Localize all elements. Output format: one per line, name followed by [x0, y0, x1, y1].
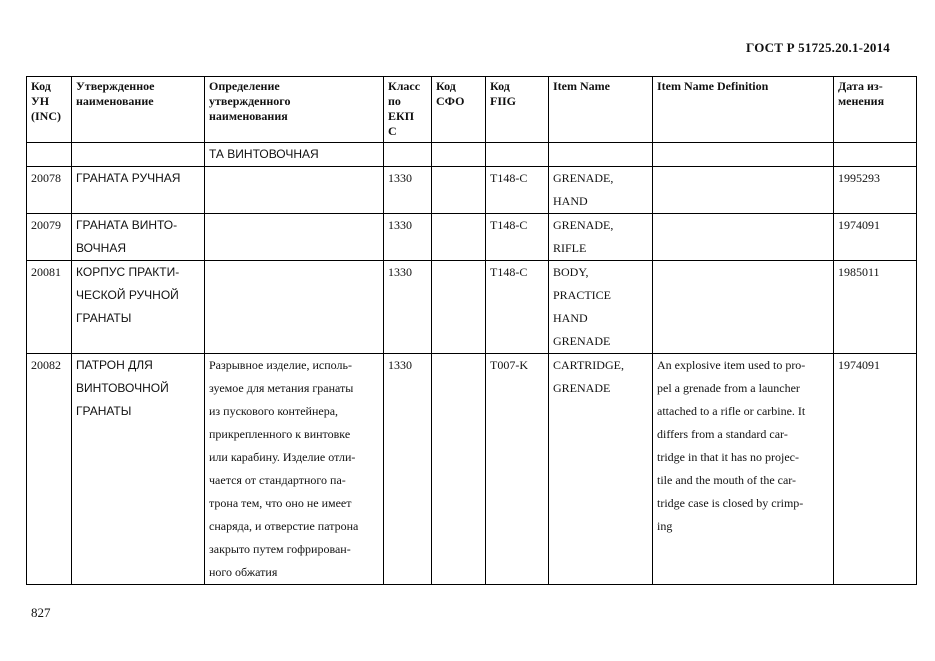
registry-table	[26, 76, 917, 585]
col-header-item-definition: Item Name Definition	[653, 77, 834, 143]
table-row	[27, 354, 917, 585]
cell-fiig: T148-C	[486, 214, 549, 261]
cell-class: 1330	[384, 214, 432, 261]
col-header-inc: Код УН (INC)	[27, 77, 72, 143]
col-header-approved-name: Утвержденное наименование	[72, 77, 205, 143]
cell-change-date: 1995293	[834, 167, 917, 214]
cell-definition	[205, 214, 384, 261]
cell-sfo	[432, 354, 486, 585]
cell-inc: 20082	[27, 354, 72, 585]
page-number: 827	[31, 605, 51, 620]
cell-change-date: 1985011	[834, 261, 917, 354]
cell-sfo	[432, 214, 486, 261]
col-header-fiig: Код FIIG	[486, 77, 549, 143]
cell-sfo	[432, 167, 486, 214]
cell-change-date: 1974091	[834, 214, 917, 261]
cell-definition: Разрывное изделие, исполь- зуемое для метания гранаты из пускового контейнера, прикрепленного к винтовке или карабину. Изделие отли- чается от стандартного па- трона тем, что оно не имеет снаряда, и отверстие патрона закрыто путем гофрирован- ного обжатия	[205, 354, 384, 585]
cell-item-definition	[653, 167, 834, 214]
cell-item-name: GRENADE, RIFLE	[549, 214, 653, 261]
table-row	[27, 167, 917, 214]
cell-fiig: T148-C	[486, 261, 549, 354]
cell-item-definition	[653, 261, 834, 354]
col-header-class: Класс по ЕКП С	[384, 77, 432, 143]
cell-fiig: T148-C	[486, 167, 549, 214]
cell-approved-name: ПАТРОН ДЛЯ ВИНТОВОЧНОЙ ГРАНАТЫ	[72, 354, 205, 585]
cell-definition	[205, 261, 384, 354]
cell-change-date: 1974091	[834, 354, 917, 585]
cell-definition	[205, 167, 384, 214]
table-row	[27, 261, 917, 354]
cell-inc: 20079	[27, 214, 72, 261]
cell-approved-name: КОРПУС ПРАКТИ- ЧЕСКОЙ РУЧНОЙ ГРАНАТЫ	[72, 261, 205, 354]
col-header-change-date: Дата из- менения	[834, 77, 917, 143]
cell-class: 1330	[384, 261, 432, 354]
cell-inc: 20081	[27, 261, 72, 354]
table-row-continuation	[27, 143, 917, 167]
cell-item-definition: An explosive item used to pro- pel a grenade from a launcher attached to a rifle or carbine. It differs from a standard car- tridge in that it has no projec- tile and the mouth of the car- tridge case is closed by crimp- ing	[653, 354, 834, 585]
table-row	[27, 214, 917, 261]
cell-item-name: CARTRIDGE, GRENADE	[549, 354, 653, 585]
cell-approved-name: ГРАНАТА ВИНТО- ВОЧНАЯ	[72, 214, 205, 261]
col-header-sfo: Код СФО	[432, 77, 486, 143]
table-header-row	[27, 77, 917, 143]
continued-name: ТА ВИНТОВОЧНАЯ	[205, 143, 384, 167]
cell-inc: 20078	[27, 167, 72, 214]
col-header-definition: Определение утвержденного наименования	[205, 77, 384, 143]
cell-class: 1330	[384, 167, 432, 214]
col-header-item-name: Item Name	[549, 77, 653, 143]
cell-class: 1330	[384, 354, 432, 585]
standard-designation: ГОСТ Р 51725.20.1-2014	[746, 40, 890, 55]
cell-sfo	[432, 261, 486, 354]
cell-fiig: T007-K	[486, 354, 549, 585]
cell-item-name: BODY, PRACTICE HAND GRENADE	[549, 261, 653, 354]
cell-item-name: GRENADE, HAND	[549, 167, 653, 214]
cell-approved-name: ГРАНАТА РУЧНАЯ	[72, 167, 205, 214]
cell-item-definition	[653, 214, 834, 261]
